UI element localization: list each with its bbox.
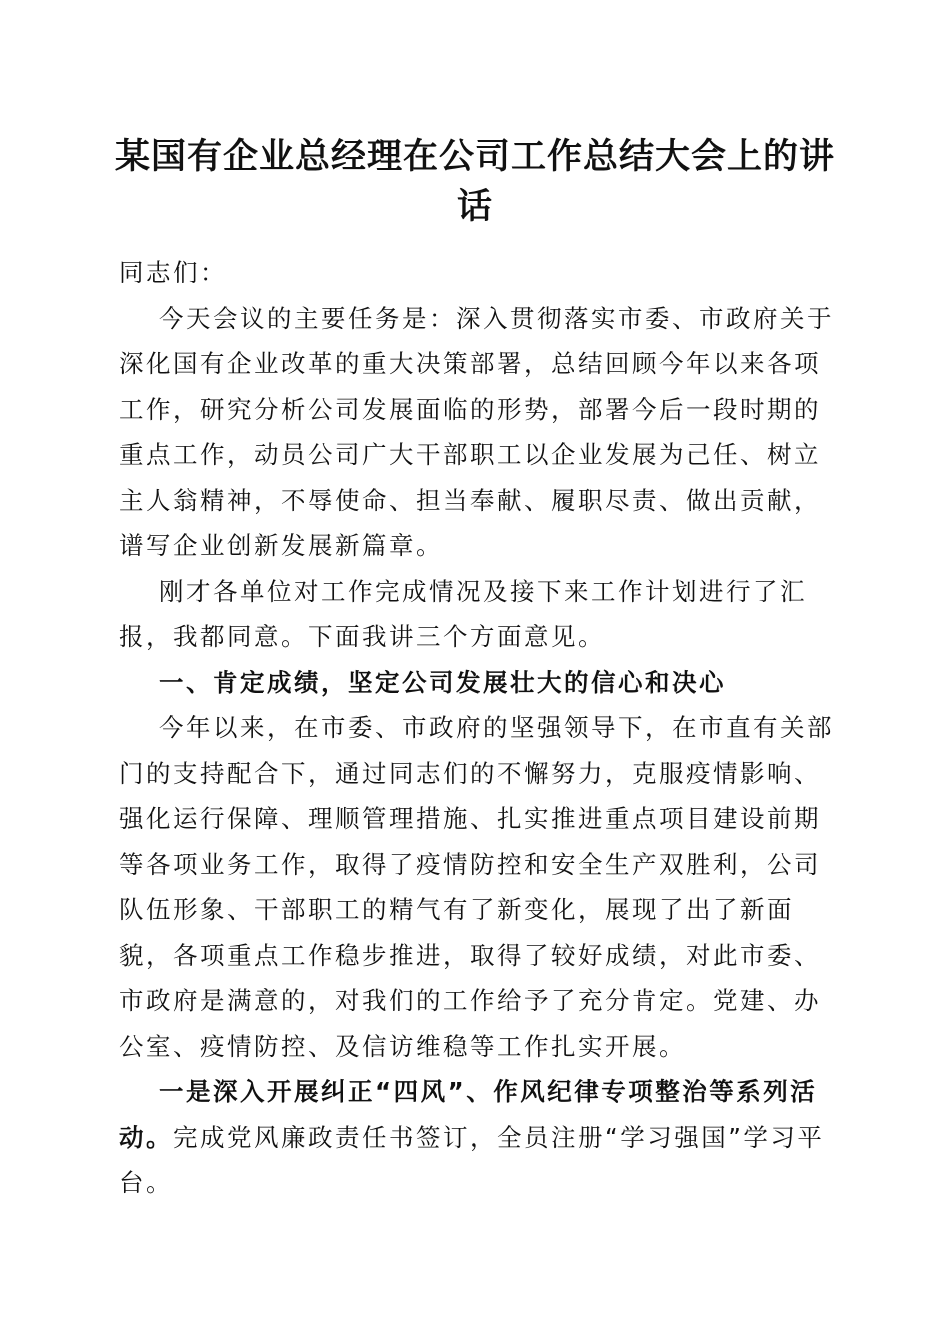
paragraph-intro: 今天会议的主要任务是：深入贯彻落实市委、市政府关于深化国有企业改革的重大决策部署，总结回顾今年以来各项工作，研究分析公司发展面临的形势，部署今后一段时期的重点工作，动员公司广大干部职工以企业发展为己任、树立主人翁精神，不辱使命、担当奉献、履职尽责、做出贡献，谱写企业创新发展新篇章。 xyxy=(119,303,834,560)
salutation: 同志们： xyxy=(119,258,227,287)
document-title: 某国有企业总经理在公司工作总结大会上的讲话 xyxy=(114,136,835,227)
paragraph-reports: 刚才各单位对工作完成情况及接下来工作计划进行了汇报，我都同意。下面我讲三个方面意见。 xyxy=(119,576,807,651)
point-one-text: 完成党风廉政责任书签订，全员注册“学习强国”学习平台。 xyxy=(119,1122,825,1197)
paragraph-point-one xyxy=(119,1069,839,1206)
document-body xyxy=(119,250,839,1206)
point-one-lead: 一是深入开展纠正“四风”、作风纪律专项整治等系列活动。 xyxy=(119,1077,818,1152)
section-heading: 一、肯定成绩，坚定公司发展壮大的信心和决心 xyxy=(159,667,726,697)
paragraph-achievements: 今年以来，在市委、市政府的坚强领导下，在市直有关部门的支持配合下，通过同志们的不懈努力，克服疫情影响、强化运行保障、理顺管理措施、扎实推进重点项目建设前期等各项业务工作，取得了疫情防控和安全生产双胜利，公司队伍形象、干部职工的精气有了新变化，展现了出了新面貌，各项重点工作稳步推进，取得了较好成绩，对此市委、市政府是满意的，对我们的工作给予了充分肯定。党建、办公室、疫情防控、及信访维稳等工作扎实开展。 xyxy=(119,713,834,1061)
